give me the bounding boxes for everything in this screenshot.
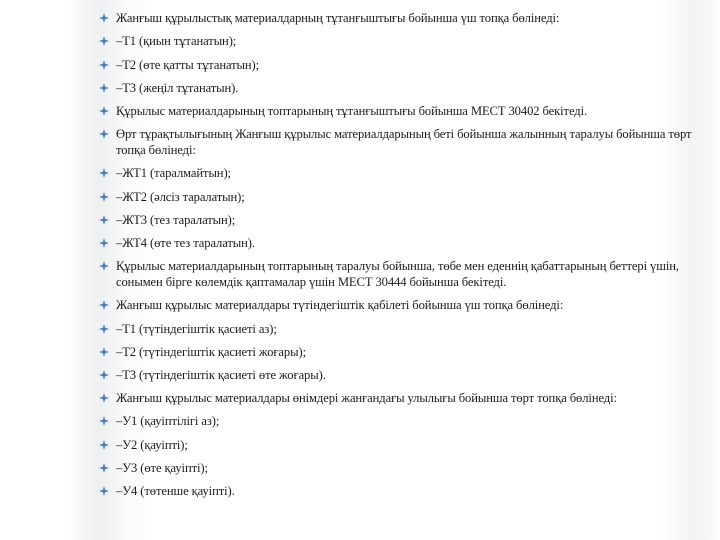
bullet-text: –Т1 (түтіндегіштік қасиеті аз);	[116, 321, 277, 336]
bullet-text: –ЖТ1 (таралмайтын);	[116, 166, 231, 181]
four-point-star-bullet-icon	[99, 486, 109, 496]
bullet-text: –Т3 (түтіндегіштік қасиеті өте жоғары).	[116, 368, 326, 383]
bullet-item	[95, 413, 695, 429]
four-point-star-bullet-icon	[99, 106, 109, 116]
four-point-star-bullet-icon	[99, 463, 109, 473]
four-point-star-bullet-icon	[99, 393, 109, 403]
bullet-text: Жанғыш құрылыстық материалдарның тұтанғыштығы бойынша үш топқа бөлінеді:	[116, 11, 560, 25]
bullet-item	[95, 390, 695, 406]
bullet-item	[95, 33, 695, 49]
four-point-star-bullet-icon	[99, 347, 109, 357]
bullet-item	[95, 212, 695, 228]
four-point-star-bullet-icon	[99, 300, 109, 310]
four-point-star-bullet-icon	[99, 60, 109, 70]
bullet-item	[95, 460, 695, 476]
four-point-star-bullet-icon	[99, 129, 109, 139]
bullet-item	[95, 165, 695, 181]
bullet-text: Жанғыш құрылыс материалдары өнімдері жанғандағы улылығы бойынша төрт топқа бөлінеді:	[116, 391, 617, 406]
four-point-star-bullet-icon	[99, 83, 109, 93]
four-point-star-bullet-icon	[99, 238, 109, 248]
bullet-item	[95, 344, 695, 360]
bullet-item	[95, 483, 695, 499]
bullet-text: –Т3 (жеңіл тұтанатын).	[116, 80, 239, 95]
bullet-text: Жанғыш құрылыс материалдары түтіндегіштік қабілеті бойынша үш топқа бөлінеді:	[116, 298, 564, 313]
four-point-star-bullet-icon	[99, 416, 109, 426]
bullet-text: –У1 (қауіптілігі аз);	[116, 414, 220, 429]
bullet-text: –Т2 (өте қатты тұтанатын);	[116, 57, 260, 72]
bullet-item	[95, 189, 695, 205]
bullet-item	[95, 235, 695, 251]
bullet-text: –ЖТ2 (әлсіз таралатын);	[116, 189, 245, 204]
bullet-text: Құрылыс материалдарының топтарының таралуы бойынша, төбе мен еденнің қабаттарының беттері үшін, сонымен бірге көлемдік қаптамалар үшін МЕСТ 30444 бойынша бекітеді.	[116, 259, 679, 290]
four-point-star-bullet-icon	[99, 261, 109, 271]
bullet-text: Өрт тұрақтылығының Жанғыш құрылыс материалдарының беті бойынша жалынның таралуы бойынша төрт топқа бөлінеді:	[116, 127, 692, 158]
bullet-item	[95, 126, 695, 158]
bullet-item	[95, 367, 695, 383]
bullet-text: –У4 (төтенше қауіпті).	[116, 484, 235, 499]
four-point-star-bullet-icon	[99, 324, 109, 334]
four-point-star-bullet-icon	[99, 36, 109, 46]
four-point-star-bullet-icon	[99, 192, 109, 202]
bullet-text: –ЖТ4 (өте тез таралатын).	[116, 236, 255, 251]
bullet-item	[95, 437, 695, 453]
bullet-text: –Т2 (түтіндегіштік қасиеті жоғары);	[116, 344, 306, 359]
four-point-star-bullet-icon	[99, 13, 109, 23]
four-point-star-bullet-icon	[99, 168, 109, 178]
bullet-item	[95, 103, 695, 119]
bullet-item	[95, 258, 695, 290]
four-point-star-bullet-icon	[99, 440, 109, 450]
bullet-item	[95, 297, 695, 313]
bullet-text: –У3 (өте қауіпті);	[116, 460, 208, 475]
bullet-list	[95, 10, 695, 506]
four-point-star-bullet-icon	[99, 215, 109, 225]
bullet-item	[95, 57, 695, 73]
bullet-text: Құрылыс материалдарының топтарының тұтанғыштығы бойынша МЕСТ 30402 бекітеді.	[116, 104, 588, 119]
bullet-text: –У2 (қауіпті);	[116, 437, 188, 452]
bullet-item	[95, 80, 695, 96]
four-point-star-bullet-icon	[99, 370, 109, 380]
bullet-item	[95, 321, 695, 337]
bullet-item	[95, 10, 695, 26]
bullet-text: –ЖТ3 (тез таралатын);	[116, 212, 236, 227]
bullet-text: –Т1 (қиын тұтанатын);	[116, 34, 237, 49]
